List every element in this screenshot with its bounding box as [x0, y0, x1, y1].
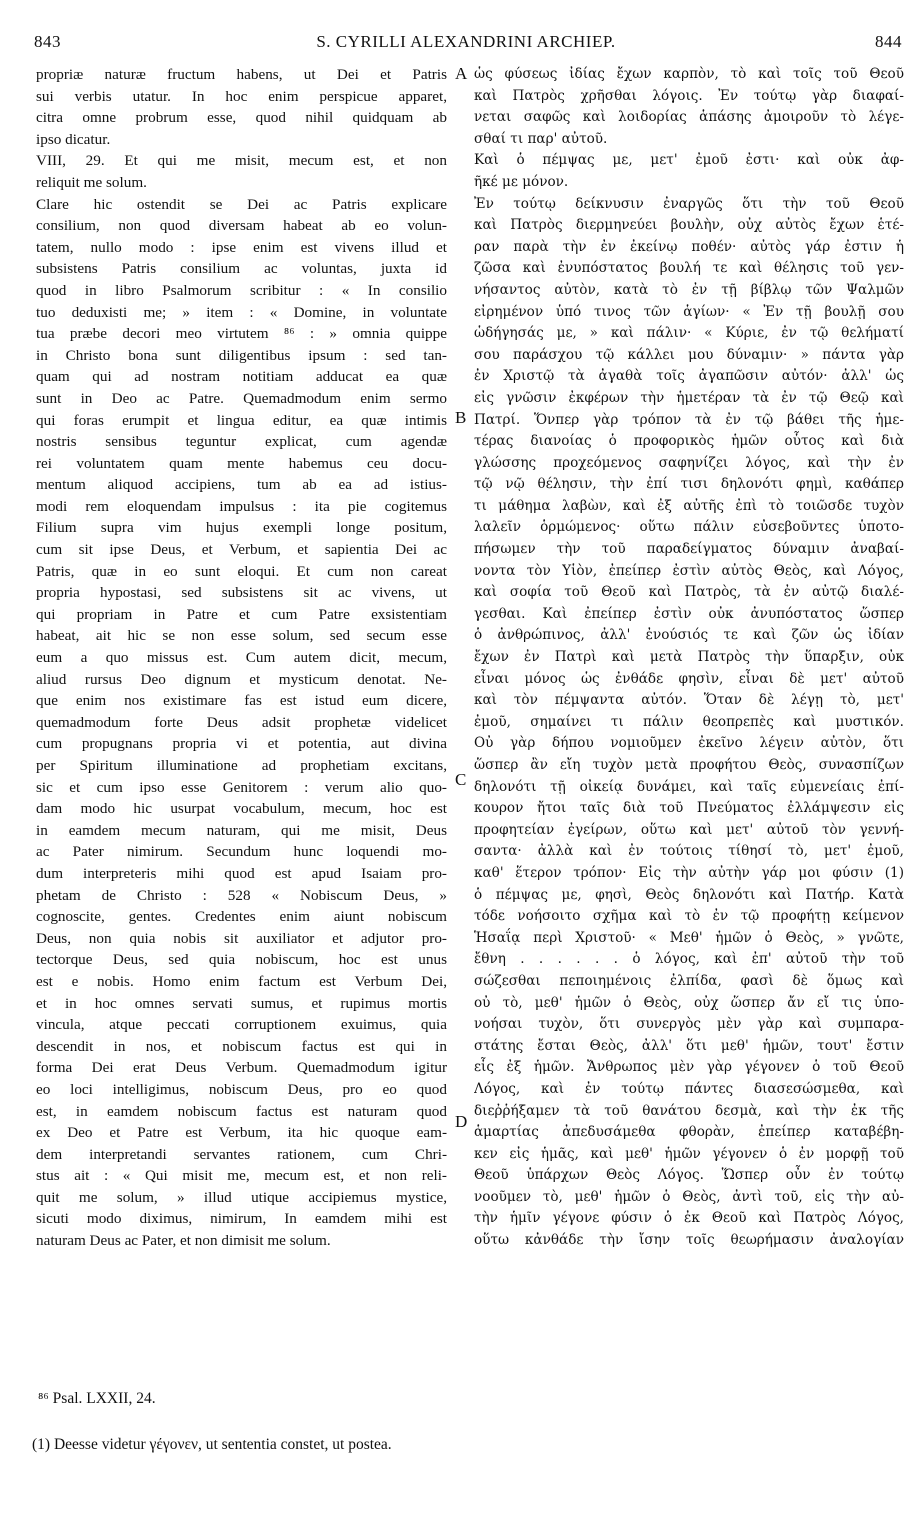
latin-text-line: descendit in nos, et nobiscum factus est qui in — [36, 1037, 447, 1055]
greek-text-line: ὡς φύσεως ἰδίας ἔχων καρπὸν, τὸ καὶ τοῖς τοῦ Θεοῦ — [474, 66, 904, 82]
greek-text-line: Λόγος, καὶ ἐν τούτῳ πάντες διασεσώσμεθα, καὶ — [474, 1080, 904, 1097]
greek-text-line: Οὐ γὰρ δήπου νομιοῦμεν ἐκεῖνο λέγειν αὐτὸν, ὅτι — [474, 735, 904, 752]
greek-column — [474, 64, 904, 1252]
greek-text-line: κουρον ἤτοι ταῖς διὰ τοῦ Πνεύματος ἐλλάμψεσιν εἰς — [474, 800, 904, 817]
latin-column — [36, 64, 447, 1252]
latin-text-line: subsistens Patris consilium ac voluntas, juxta id — [36, 260, 447, 278]
latin-text-line: dum interpreteris mihi quod est apud Isaiam pro- — [36, 864, 447, 882]
latin-text-line: cognoscite, gentes. Credentes enim aiunt nobiscum — [36, 908, 447, 926]
greek-text-line: ἐμοῦ, σημαίνει τι πάλιν θεοπρεπὲς καὶ μυστικόν. — [474, 713, 904, 730]
latin-text-line: mentum aliquod accipiens, tum ab ea ad istius- — [36, 476, 447, 494]
footnotes — [32, 1390, 392, 1453]
margin-marker-c: C — [455, 770, 467, 789]
latin-text-line: qui foras erumpit et lingua editur, ea quæ intimis — [36, 411, 447, 429]
greek-text-line: ἔθνη . . . . . . ὁ λόγος, καὶ ἐπ' αὐτοῦ τὴν τοῦ — [474, 951, 904, 968]
page-header — [30, 32, 902, 60]
latin-text-line: propriæ naturæ fructum habens, ut Dei et Patris — [36, 66, 447, 83]
greek-text-line: εἷς ἐξ ἡμῶν. Ἄνθρωπος μὲν γὰρ γέγονεν ὁ τοῦ Θεοῦ — [474, 1059, 904, 1076]
latin-text-line: est e nobis. Homo enim factum est Verbum Dei, — [36, 972, 447, 990]
latin-text-line: sicuti modo diximus, nimirum, In eamdem mihi est — [36, 1210, 447, 1228]
latin-text-line: sunt in Deo ac Patre. Quemadmodum enim sermo — [36, 389, 447, 407]
latin-text-line: aliud rursus Deo dignum et mysticum denotat. Ne- — [36, 670, 447, 688]
latin-text-line: sic et cum ipso esse Genitorem : verum alio quo- — [36, 778, 447, 796]
greek-text-line: νοήσαι τυχὸν, ὅτι συνεργὸς μὲν γὰρ καὶ συμπαρα- — [474, 1016, 904, 1033]
latin-text-line: Deus, non quia nobis sit auxiliator et adjutor pro- — [36, 929, 447, 947]
greek-text-line: κεν εἰς ἡμᾶς, καὶ μεθ' ἡμῶν γέγονεν ὁ ἐν μορφῇ τοῦ — [474, 1145, 904, 1162]
greek-text-line: στάτης ἔσται Θεὸς, ἀλλ' ὅτι μεθ' ἡμῶν, τουτ' ἔστιν — [474, 1037, 904, 1054]
latin-text-line: cum sit ipse Deus, et Verbum, et sapientia Dei ac — [36, 541, 447, 559]
greek-text-line: γλώσσης προχεόμενος σαφηνίζει λόγος, καὶ τὴν ἐν — [474, 454, 904, 471]
greek-text-line: καὶ Πατρὸς διερμηνεύει βουλὴν, οὐχ αὐτὸς ἔχων ἑτέ- — [474, 217, 904, 234]
latin-text-line: in eamdem mecum naturam, qui me misit, Deus — [36, 821, 447, 839]
latin-text-line: nostris sensibus teguntur explicat, cum agendæ — [36, 433, 447, 451]
greek-text-line: Θεοῦ ὑπάρχων Θεὸς Λόγος. Ὥσπερ οὖν ἐν τούτῳ — [474, 1167, 904, 1184]
greek-text-line: Ἐν τούτῳ δείκνυσιν ἐναργῶς ὅτι τὴν τοῦ Θεοῦ — [474, 195, 904, 212]
greek-text-line: ἐν Χριστῷ τὰ ἀγαθὰ τοῖς ἀγαπῶσιν αὐτόν· ἀλλ' ὡς — [474, 368, 904, 385]
latin-text-line: est, in eamdem nobiscum factus est naturam quod — [36, 1102, 447, 1120]
greek-text-line: ἁμαρτίας ἀπεδυσάμεθα φθορὰν, ἐπείπερ καταβέβη- — [474, 1124, 904, 1141]
latin-text-line: tectorque Deus, sed quia nobiscum, hoc est unus — [36, 951, 447, 969]
page-number-right: 844 — [875, 32, 902, 51]
greek-text-line: ὁ ἀνθρώπινος, ἀλλ' ἐνούσιός τε καὶ ζῶν ὡς ἰδίαν — [474, 627, 904, 644]
greek-text-line: νοοῦμεν τὸ, μεθ' ἡμῶν ὁ Θεὸς, ἀντὶ τοῦ, εἰς τὴν αὐ- — [474, 1188, 904, 1205]
greek-text-line: νεται σαφῶς καὶ λοιδορίας ἁπάσης ἀμοιροῦν τὸ λέγε- — [474, 109, 904, 126]
greek-text-line: σώζεσθαι πεποιημένοις ἐλπίδα, φασὶ δὲ ὅμως καὶ — [474, 972, 904, 989]
latin-text-line: quemadmodum forte Deus adsit prophetæ videlicet — [36, 713, 447, 731]
latin-text-line: sui verbis utatur. In hoc enim perspicue apparet, — [36, 87, 447, 105]
latin-text-line: modi rem eloquendam impulsus : ita pie cogitemus — [36, 497, 447, 515]
running-title: S. CYRILLI ALEXANDRINI ARCHIEP. — [316, 32, 616, 51]
latin-text-line: citra omne probrum esse, quod nihil quidquam ab — [36, 109, 447, 127]
footnote-1: ⁸⁶ Psal. LXXII, 24. — [38, 1390, 156, 1407]
greek-text-line: διεῤῥήξαμεν τὰ τοῦ θανάτου δεσμὰ, καὶ τὴν ἐκ τῆς — [474, 1102, 904, 1119]
latin-text-line: Clare hic ostendit se Dei ac Patris explicare — [36, 195, 447, 213]
latin-text-line: VIII, 29. Et qui me misit, mecum est, et non — [36, 152, 447, 170]
greek-text-line: καὶ σοφία τοῦ Θεοῦ καὶ Πατρὸς, τὰ ἐν αὐτῷ διαλέ- — [474, 584, 904, 601]
greek-text-line: εἶναι μόνος ὡς ἐνθάδε φησὶν, εἶναι δὲ μετ' αὐτοῦ — [474, 670, 904, 687]
greek-text-line: σθαί τι παρ' αὐτοῦ. — [474, 130, 608, 147]
greek-text-line: γεσθαι. Καὶ ἐπείπερ ἐστὶν οὐκ ἀνυπόστατος ὥσπερ — [474, 605, 904, 622]
greek-text-line: Ἡσαΐᾳ περὶ Χριστοῦ· « Μεθ' ἡμῶν ὁ Θεὸς, » γνῶτε, — [474, 929, 904, 946]
latin-text-line: ex Deo et Patre est Verbum, ita hic quoque eam- — [36, 1124, 447, 1142]
latin-text-line: tua præbe decori meo virtutem ⁸⁶ : » omnia quippe — [36, 325, 447, 343]
greek-text-line: καὶ Πατρὸς χρῆσθαι λόγοις. Ἐν τούτῳ γὰρ διαφαί- — [474, 87, 904, 104]
latin-text-line: ipso dicatur. — [36, 130, 111, 148]
latin-text-line: Filium supra vim hujus exempli longe positum, — [36, 519, 447, 537]
latin-text-line: reliquit me solum. — [36, 173, 147, 191]
page-number-left: 843 — [34, 32, 61, 51]
greek-text-line: δηλονότι τῇ οἰκείᾳ δυνάμει, καὶ ταῖς εὐμενείαις ἐπί- — [474, 778, 904, 795]
greek-text-line: Καὶ ὁ πέμψας με, μετ' ἐμοῦ ἐστι· καὶ οὐκ ἀφ- — [474, 152, 904, 169]
latin-text-line: dem interpretandi servantes rationem, cum Chri- — [36, 1145, 447, 1163]
latin-text-line: rei voluntatem quam mente habemus ceu docu- — [36, 454, 447, 472]
footnote-2: (1) Deesse videtur γέγονεν, ut sententia constet, ut postea. — [32, 1436, 392, 1453]
latin-text-line: per Spiritum illuminatione ad prophetiam excitans, — [36, 757, 447, 774]
greek-text-line: Πατρί. Ὅνπερ γὰρ τρόπον τὰ ἐν τῷ βάθει τῆς ἡμε- — [474, 411, 904, 428]
latin-text-line: consilium, non quod diversam habeat ab eo volun- — [36, 217, 447, 235]
latin-text-line: cum propugnans propria vi et potentia, aut divina — [36, 735, 447, 753]
latin-text-line: quam qui ad nostram notitiam adducat ea quæ — [36, 368, 447, 386]
latin-text-line: phetam de Christo : 528 « Nobiscum Deus, » — [36, 886, 447, 904]
latin-text-line: habeat, ait hic se non esse solum, sed secum esse — [36, 627, 447, 645]
greek-text-line: τὴν ἡμῖν γέγονε φύσιν ὁ ἐκ Θεοῦ καὶ Πατρὸς Λόγος, — [474, 1210, 904, 1227]
latin-text-line: dam modo hic usurpat vocabulum, mecum, hoc est — [36, 800, 447, 818]
greek-text-line: εἰρημένον ὑπό τινος τῶν ἁγίων· « Ἐν τῇ βουλῇ σου — [474, 303, 904, 320]
greek-text-line: σαντα· ἀλλὰ καὶ ἐν τούτοις τίθησί τὸ, μετ' ἐμοῦ, — [474, 843, 904, 860]
latin-text-line: propria hypostasi, sed subsistens sit ac vivens, ut — [36, 584, 447, 602]
greek-text-line: νοντα τὸν Υἱὸν, ἐπείπερ ἐστὶν αὐτὸς Θεὸς, καὶ Λόγος, — [474, 562, 904, 579]
greek-text-line: καθ' ἕτερον τρόπον· Εἰς τὴν αὐτὴν γάρ μοι φύσιν (1) — [474, 864, 904, 881]
latin-text-line: Patris, quæ in eo sunt eloqui. Et cum non careat — [36, 562, 447, 580]
latin-text-line: in Christo bona sunt diligentibus ipsum : sed tan- — [36, 346, 447, 364]
greek-text-line: ῆκέ με μόνον. — [474, 173, 569, 190]
greek-text-line: ζῶσα καὶ ἐνυπόστατος βουλή τε καὶ θέλησις τοῦ γεν- — [474, 260, 904, 277]
latin-text-line: tuo deduxisti me; » item : « Domine, in voluntate — [36, 303, 447, 321]
margin-marker-a: A — [455, 64, 468, 83]
greek-text-line: ραν παρὰ τὴν ἐν ἐκείνῳ ποθέν· αὐτὸς γάρ ἐστιν ἡ — [474, 238, 904, 255]
greek-text-line: πήσωμεν τὴν τοῦ παραδείγματος δύναμιν ἀναβαί- — [474, 541, 904, 558]
latin-text-line: quit me solum, » illud utique accipiemus mystice, — [36, 1188, 447, 1206]
latin-text-line: forma Dei erat Deus Verbum. Quemadmodum igitur — [36, 1059, 447, 1077]
greek-text-line: νήσαντος αὐτὸν, κατὰ τὸ ἐν τῇ βίβλῳ τῶν Ψαλμῶν — [474, 281, 904, 298]
greek-text-line: ἔχων ἐν Πατρὶ καὶ μετὰ Πατρὸς τὴν ὕπαρξιν, οὐκ — [474, 649, 904, 666]
latin-text-line: naturam Deus ac Pater, et non dimisit me solum. — [36, 1232, 331, 1250]
margin-marker-d: D — [455, 1112, 468, 1131]
latin-text-line: qui propriam in Patre et cum Patre exsistentiam — [36, 605, 447, 623]
latin-text-line: et in hoc omnes servati sumus, et rupimus mortis — [36, 994, 447, 1012]
greek-text-line: οὕτω κἀνθάδε τὴν ἴσην τοῖς θεωρήμασιν ἀναλογίαν — [474, 1232, 904, 1249]
greek-text-line: εἰς γνῶσιν ἐκφέρων τὴν ἡμετέραν τὰ ἐν τῷ Θεῷ καὶ — [474, 389, 904, 406]
greek-text-line: καὶ τὸν πέμψαντα αὐτόν. Ὅταν δὲ λέγῃ τὸ, μετ' — [474, 692, 904, 709]
greek-text-line: ὁ πέμψας με, φησὶ, Θεὸς δηλονότι καὶ Πατήρ. Κατὰ — [474, 886, 904, 903]
greek-text-line: ὡδήγησάς με, » καὶ πάλιν· « Κύριε, ἐν τῷ θελήματί — [474, 325, 904, 342]
latin-text-line: eo loci intelligimus, nobiscum Deus, pro eo quod — [36, 1080, 447, 1098]
latin-text-line: eum a quo missus est. Cum autem dicit, mecum, — [36, 649, 447, 667]
greek-text-line: ὥσπερ ἂν εἴη τυχὸν μετὰ προφήτου Θεὸς, συνασπίζων — [474, 757, 904, 773]
greek-text-line: τέρας διανοίας ὁ προφορικὸς ἡμῶν οὗτος καὶ διὰ — [474, 433, 904, 450]
greek-text-line: τι μάθημα λαβὼν, καὶ ἐξ αὐτῆς ἐπὶ τὸ τοιῶσδε τυχὸν — [474, 497, 904, 514]
latin-text-line: vincula, atque peccati corruptionem exuimus, quia — [36, 1016, 447, 1034]
latin-text-line: que enim nos existimare fas est istud eum dicere, — [36, 692, 447, 710]
greek-text-line: τόδε νοήσοιτο σχῆμα καὶ τὸ ἐν τῷ προφήτῃ κείμενον — [474, 908, 904, 925]
margin-marker-b: B — [455, 408, 467, 427]
latin-text-line: tatem, nullo modo : ipse enim est vivens illud et — [36, 238, 447, 256]
greek-text-line: τῷ νῷ θέλησιν, τὴν ἐπί τισι δηλονότι φημὶ, καθάπερ — [474, 476, 904, 493]
latin-text-line: quod in libro Psalmorum scribitur : « In consilio — [36, 281, 447, 299]
greek-text-line: οὐ τὸ, μεθ' ἡμῶν ὁ Θεὸς, οὐχ ὥσπερ ἄν εἴ τις ὑπο- — [474, 994, 904, 1011]
greek-text-line: προφητείαν ἐγείρων, οὕτω καὶ μετ' αὐτοῦ τὸν γεννή- — [474, 821, 904, 838]
greek-text-line: σου παράσχου τῷ κάλλει μου δύναμιν· » πάντα γὰρ — [474, 346, 904, 363]
greek-text-line: λαλεῖν ὁρμώμενος· οὕτω πάλιν εὐσεβοῦντες ὑποτο- — [474, 519, 904, 536]
latin-text-line: ac Pater nimirum. Secundum hunc loquendi mo- — [36, 843, 447, 861]
latin-text-line: stus ait : « Qui misit me, mecum est, et non reli- — [36, 1167, 447, 1185]
